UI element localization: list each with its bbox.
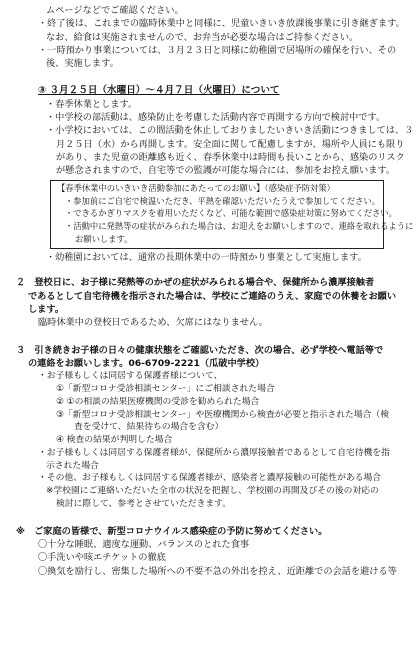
text-line: があり、また児童の距離感も近く、春季休業中は時間も長いことから、感染のリスク bbox=[56, 152, 405, 163]
bullet-line: ・その他、お子様もしくは同居する保護者様が、感染者と濃厚接触の可能性がある場合 bbox=[38, 473, 382, 484]
text-line: 査を受けて、結果待ちの場合を含む） bbox=[74, 422, 224, 433]
text-line: 臨時休業中の登校日であるため、欠席にはなりません。 bbox=[38, 317, 268, 329]
section-heading-spring-break: ③ ３月２５日（水曜日）～４月７日（火曜日）について bbox=[38, 84, 280, 96]
prevention-item: 〇手洗いや咳エチケットの徹底 bbox=[38, 552, 166, 564]
numbered-item: ①「新型コロナ受診相談センター」にご相談された場合 bbox=[56, 384, 275, 395]
text-line: なお、給食は実施されませんので、お弁当が必要な場合はご持参ください。 bbox=[46, 31, 359, 43]
section-3-heading: ３ 引き続きお子様の日々の健康状態をご確認いただき、次の場合、必ず学校へ電話等で bbox=[16, 344, 384, 356]
prevention-heading: ※ ご家庭の皆様で、新型コロナウイルス感染症の予防に努めてください。 bbox=[16, 525, 328, 537]
notice-box bbox=[50, 180, 414, 249]
numbered-item: ② ①の相談の結果医療機関の受診を勧められた場合 bbox=[56, 396, 260, 407]
notice-box-item: ・できるかぎりマスクを着用いただくなど、可能な範囲で感染症対策に努めてください。 bbox=[65, 208, 397, 219]
bullet-line: ・お子様もしくは同居する保護者様について、 bbox=[38, 371, 223, 382]
text-line: 検討に際して、参考とさせていただきます。 bbox=[56, 498, 232, 509]
bullet-line: ・幼稚園においては、通常の長期休業中の一時預かり事業として実施します。 bbox=[46, 251, 367, 263]
notice-box-item: ・参加前にご自宅で検温いただき、平熱を確認いただいたうえで参加してください。 bbox=[65, 195, 380, 206]
numbered-item: ③「新型コロナ受診相談センター」や医療機関から検査が必要と指示された場合（検 bbox=[56, 409, 390, 420]
section-2-heading: であるとして自宅待機を指示された場合は、学校にご連絡のうえ、家庭での休養をお願い bbox=[28, 290, 397, 302]
text-line: 示された場合 bbox=[46, 460, 99, 471]
notice-box-item: お願いします。 bbox=[75, 234, 133, 245]
bullet-line: ・中学校の部活動は、感染防止を考慮した活動内容で再開する方向で検討中です。 bbox=[46, 111, 386, 123]
section-2-heading: します。 bbox=[28, 304, 65, 316]
text-line: ムページなどでご確認ください。 bbox=[46, 5, 184, 16]
section-3-heading-phone: の連絡をお願いします。06-6709-2221（瓜破中学校） bbox=[28, 358, 265, 370]
section-2-heading: ２ 登校日に、お子様に発熱等のかぜの症状がみられる場合や、保健所から濃厚接触者 bbox=[16, 277, 375, 289]
bullet-line: ・一時預かり事業については、３月２３日と同様に幼稚園で居場所の確保を行い、その bbox=[38, 45, 397, 57]
bullet-line: ・終了後は、これまでの臨時休業中と同様に、児童いきいき放課後事業に引き継ぎます。 bbox=[38, 18, 405, 30]
bullet-line: ・春季休業とします。 bbox=[46, 98, 138, 110]
text-line: が懸念されますので、自宅等での監護が可能な場合には、参加をお控え願います。 bbox=[56, 165, 396, 177]
bullet-line: ・小学校においては、この間活動を休止しておりましたいきいき活動につきましては、３ bbox=[46, 125, 414, 137]
note-line: ※学校園にご連絡いただいた全市の状況を把握し、学校園の再開及びその後の対応の bbox=[46, 486, 379, 497]
text-line: 月２５日（水）から再開します。安全面に関して配慮しますが、場所や人員にも限り bbox=[56, 138, 405, 150]
numbered-item: ④ 検査の結果が判明した場合 bbox=[56, 435, 173, 446]
prevention-item: 〇換気を励行し、密集した場所への不要不急の外出を控え、近距離での会話を避ける等 bbox=[38, 565, 397, 577]
prevention-item: 〇十分な睡眠、適度な運動、バランスのとれた食事 bbox=[38, 538, 250, 550]
notice-box-title: 【春季休業中のいきいき活動参加にあたってのお願い】（感染症予防対策） bbox=[57, 182, 335, 193]
text-line: 後、実施します。 bbox=[46, 58, 119, 70]
notice-box-item: ・活動中に発熱等の症状がみられた場合は、お迎えをお願いしますので、連絡を取れるように bbox=[65, 221, 414, 232]
bullet-line: ・お子様もしくは同居する保護者様が、保健所から濃厚接触者であるとして自宅待機を指 bbox=[38, 447, 390, 458]
